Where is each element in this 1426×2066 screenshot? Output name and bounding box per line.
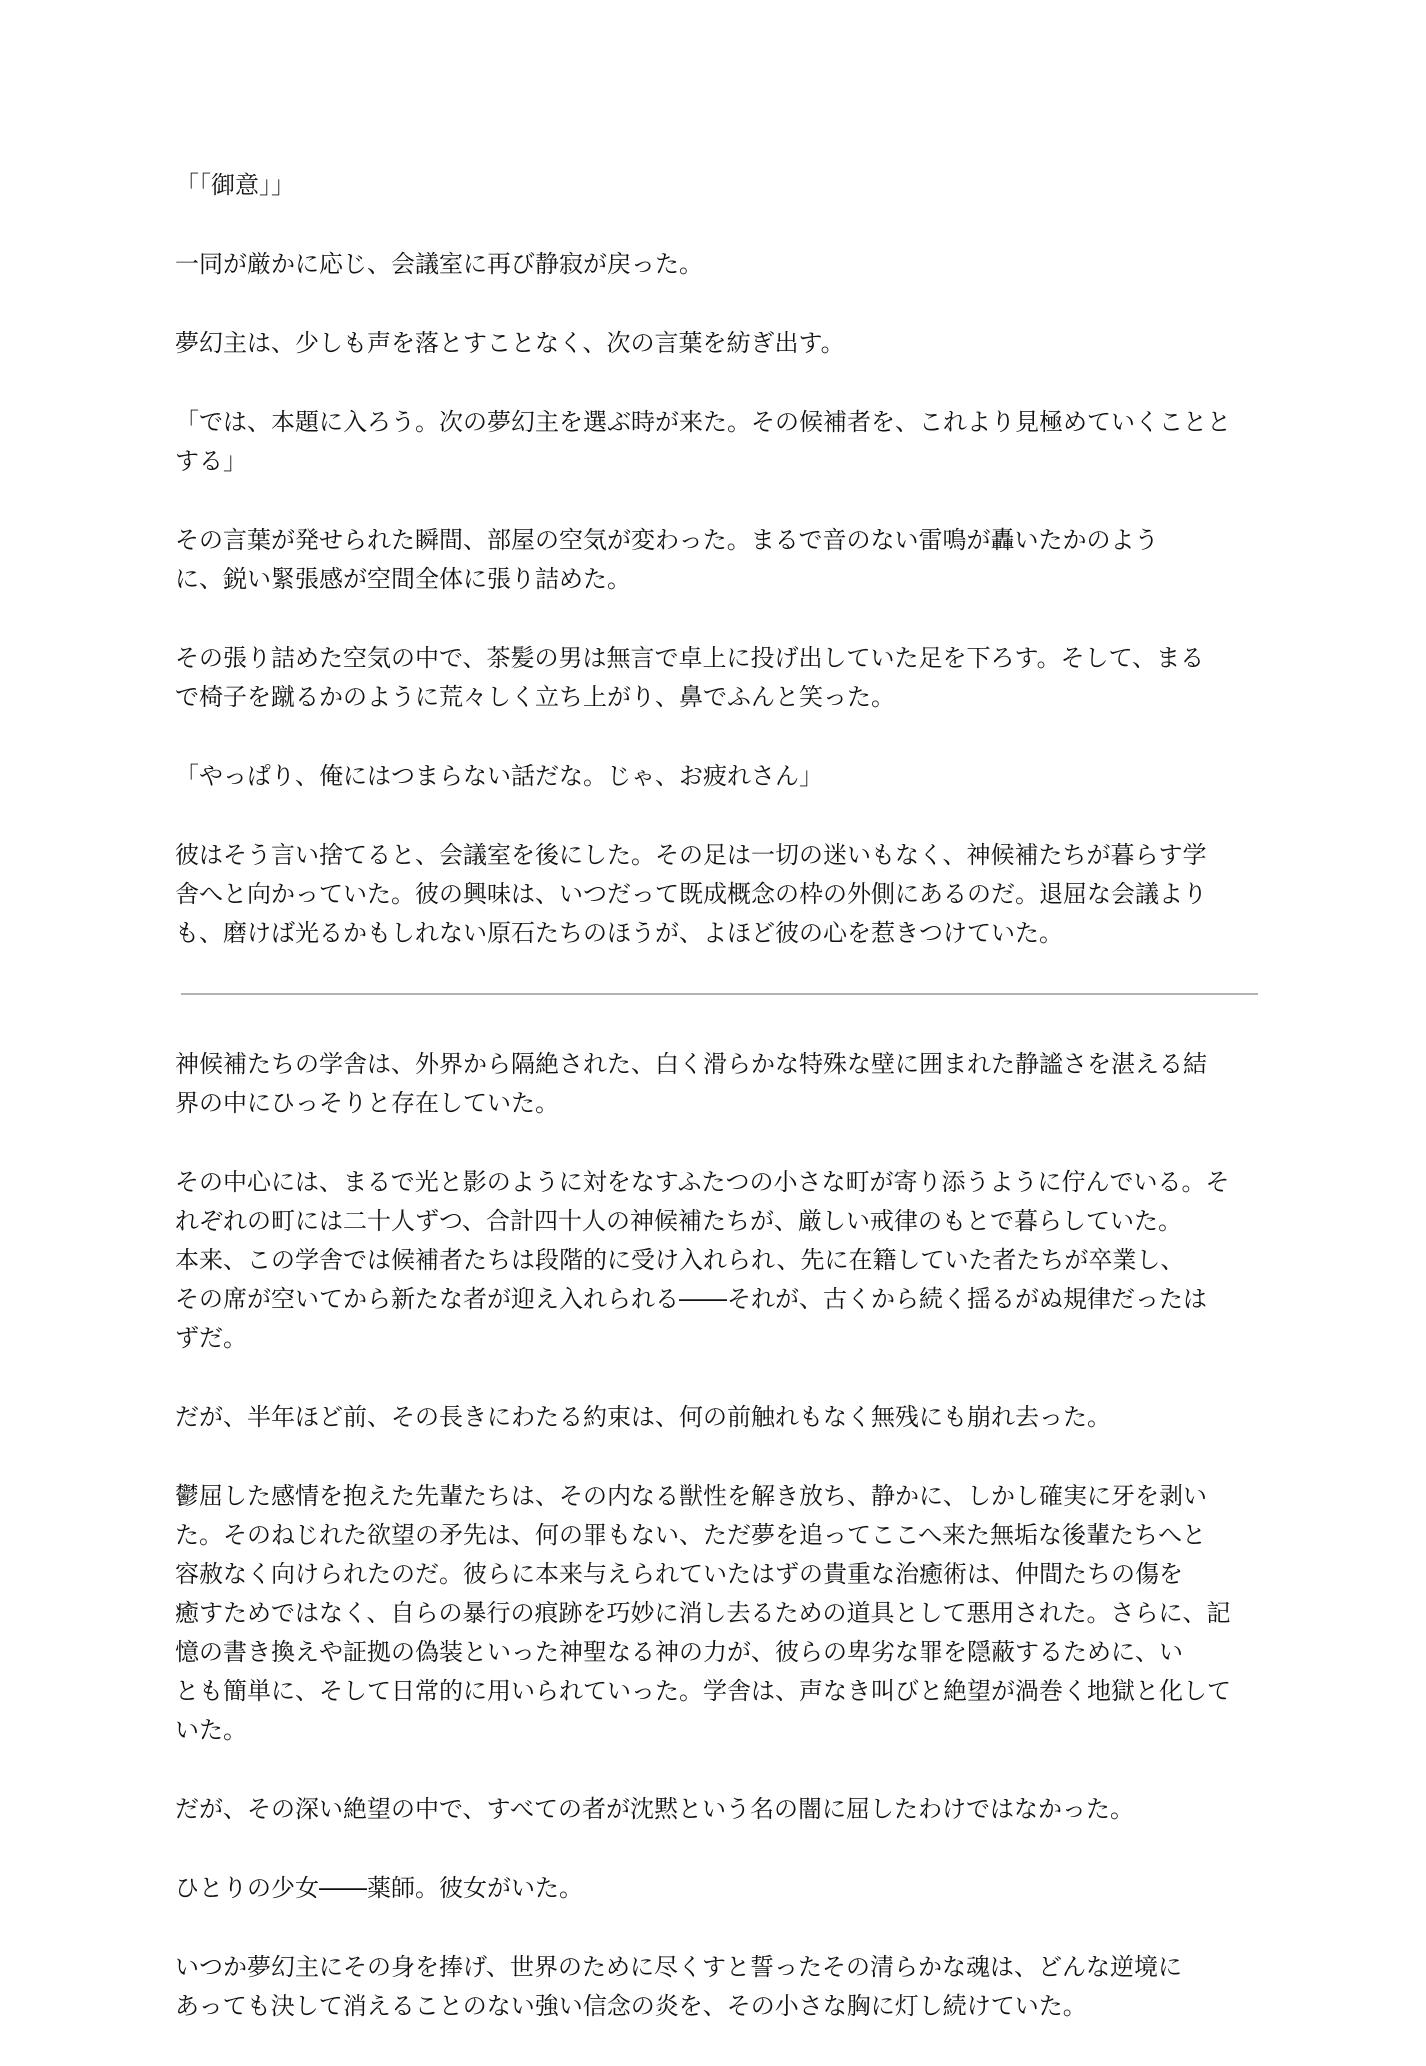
paragraph: その言葉が発せられた瞬間、部屋の空気が変わった。まるで音のない雷鳴が轟いたかのよう に、鋭い緊張感が空間全体に張り詰めた。 bbox=[175, 526, 1159, 593]
document-page bbox=[175, 166, 1265, 2066]
section-two bbox=[175, 1045, 1265, 2026]
paragraph: だが、半年ほど前、その長きにわたる約束は、何の前触れもなく無残にも崩れ去った。 bbox=[175, 1403, 1111, 1431]
paragraph: ひとりの少女――薬師。彼女がいた。 bbox=[175, 1874, 583, 1902]
paragraph: いつか夢幻主にその身を捧げ、世界のために尽くすと誓ったその清らかな魂は、どんな逆境に あっても決して消えることのない強い信念の炎を、その小さな胸に灯し続けていた。 bbox=[175, 1953, 1183, 2020]
paragraph: 鬱屈した感情を抱えた先輩たちは、その内なる獣性を解き放ち、静かに、しかし確実に牙を剥い た。そのねじれた欲望の矛先は、何の罪もない、ただ夢を追ってここへ来た無垢な後輩たちへと 容赦なく向けられたのだ。彼らに本来与えられていたはずの貴重な治癒術は、仲間たちの傷を 癒すためではなく、自らの暴行の痕跡を巧妙に消し去るための道具として悪用された。さらに、記 憶の書き換えや証拠の偽装といった神聖なる神の力が、彼らの卑劣な罪を隠蔽するために、い とも簡単に、そして日常的に用いられていった。学舎は、声なき叫びと絶望が渦巻く地獄と化して いた。 bbox=[175, 1482, 1231, 1744]
paragraph: 夢幻主は、少しも声を落とすことなく、次の言葉を紡ぎ出す。 bbox=[175, 329, 845, 357]
paragraph: 「やっぱり、俺にはつまらない話だな。じゃ、お疲れさん」 bbox=[175, 762, 823, 790]
paragraph: その中心には、まるで光と影のように対をなすふたつの小さな町が寄り添うように佇んでいる。そ れぞれの町には二十人ずつ、合計四十人の神候補たちが、厳しい戒律のもとで暮らしていた。 本来、この学舎では候補者たちは段階的に受け入れられ、先に在籍していた者たちが卒業し、 その席が空いてから新たな者が迎え入れられる――それが、古くから続く揺るがぬ規律だったは ずだ。 bbox=[175, 1168, 1230, 1352]
section-divider bbox=[181, 993, 1258, 995]
paragraph: その張り詰めた空気の中で、茶髪の男は無言で卓上に投げ出していた足を下ろす。そして、まる で椅子を蹴るかのように荒々しく立ち上がり、鼻でふんと笑った。 bbox=[175, 644, 1205, 711]
paragraph: 一同が厳かに応じ、会議室に再び静寂が戻った。 bbox=[175, 250, 703, 278]
paragraph: 「では、本題に入ろう。次の夢幻主を選ぶ時が来た。その候補者を、これより見極めていくことと する」 bbox=[175, 408, 1231, 475]
section-one bbox=[175, 166, 1265, 953]
paragraph: 「「御意」」 bbox=[175, 171, 295, 199]
paragraph: だが、その深い絶望の中で、すべての者が沈黙という名の闇に屈したわけではなかった。 bbox=[175, 1795, 1135, 1823]
paragraph: 神候補たちの学舎は、外界から隔絶された、白く滑らかな特殊な壁に囲まれた静謐さを湛える結 界の中にひっそりと存在していた。 bbox=[175, 1050, 1207, 1117]
paragraph: 彼はそう言い捨てると、会議室を後にした。その足は一切の迷いもなく、神候補たちが暮らす学 舎へと向かっていた。彼の興味は、いつだって既成概念の枠の外側にあるのだ。退屈な会議より も、磨けば光るかもしれない原石たちのほうが、よほど彼の心を惹きつけていた。 bbox=[175, 841, 1207, 947]
